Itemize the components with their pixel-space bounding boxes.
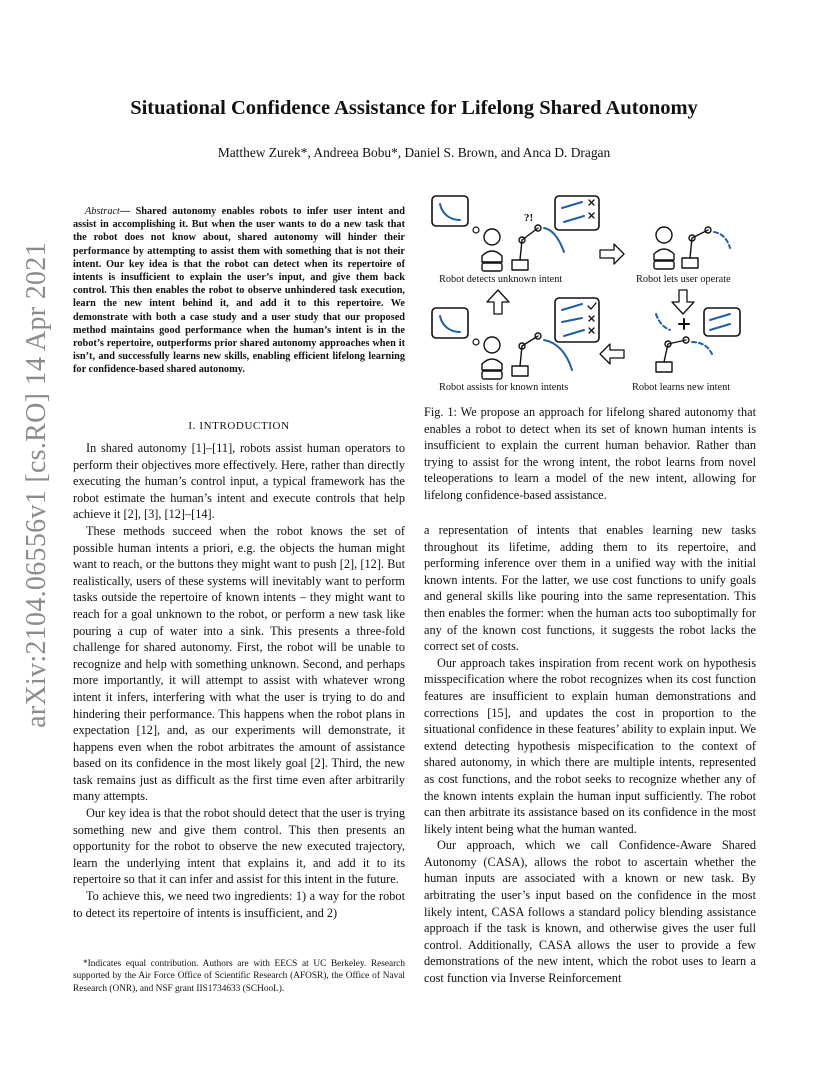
right-column-body (424, 522, 756, 987)
figure-label-top-left: Robot detects unknown intent (439, 274, 563, 285)
human-operator-icon (482, 337, 502, 379)
figure-exclaim: ?! (524, 212, 534, 224)
figure-1 (424, 190, 758, 400)
figure-label-bottom-left: Robot assists for known intents (439, 382, 569, 393)
arrow-up-icon (487, 290, 509, 314)
left-column-body (73, 440, 405, 921)
paragraph: a representation of intents that enables learning new tasks throughout its lifetime, adding them to its repertoire, and performing inference over them in a unified way with the initial known intents. For the latter, we use cost functions to unify goals and general skills like pouring into the same representation. This then enables the former: when the human acts too suboptimally for any of the known cost functions, it suggests the robot lacks the correct set of costs. (424, 523, 756, 654)
plus-icon (679, 319, 689, 329)
robot-arm-icon (512, 225, 541, 270)
robot-arm-icon (656, 337, 689, 372)
abstract-text: — Shared autonomy enables robots to infer user intent and assist in accomplishing it. But when the user wants to do a new task that the robot does not know about, shared autonomy will hinder their performance by attempting to assist them with something that is not their intent. Our key idea is that the robot can detect when its repertoire of intents is insufficient to explain the user’s input, and give them back control. This then enables the robot to observe unhindered task execution, learn the new intent behind it, and add it to this repertoire. We demonstrate with both a case study and a user study that our proposed method maintains good performance when the human’s intent is in the robot’s repertoire, outperforms prior shared autonomy approaches when it isn’t, and successfully learns new skills, enabling efficient lifelong learning for confidence-based shared autonomy. (73, 206, 405, 376)
abstract-label: Abstract (85, 206, 120, 217)
paragraph: Our approach takes inspiration from recent work on hypothesis misspecification where the robot recognizes when its cost function features are insufficient to explain human demonstrations and corrections [15], and updates the cost in proportion to the situational confidence in these features’ ability to explain input. We extend detecting hypothesis mispecification to the context of shared autonomy, in which there are multiple intents, represented as cost functions, and the robot seeks to recognize whether any of the known intents explain the human input sufficiently. The robot can then arbitrate its assistance based on its confidence in the most likely intent being what the human wanted. (424, 655, 756, 836)
figure-label-top-right: Robot lets user operate (636, 274, 731, 285)
paper-title: Situational Confidence Assistance for Lifelong Shared Autonomy (130, 97, 698, 119)
human-operator-icon (654, 227, 674, 269)
section-heading: I. INTRODUCTION (188, 420, 290, 432)
robot-arm-icon (682, 227, 711, 268)
figure-label-bottom-right: Robot learns new intent (632, 382, 731, 393)
human-operator-icon (482, 229, 502, 271)
paragraph: Our key idea is that the robot should detect that the user is trying something new and give them control. This then presents an opportunity for the robot to observe the new executed trajectory, learn the underlying intent that explains it, and add it to its repertoire so that it can infer and assist for this intent in the future. (73, 806, 405, 887)
abstract (73, 205, 405, 377)
intent-set-box-icon (555, 196, 599, 230)
paragraph: These methods succeed when the robot knows the set of possible human intents a priori, e.g. the objects the human might want to reach, or the buttons they might want to push [2], [12]. But realistically, users of these systems will inevitably want to perform tasks outside the repertoire of known intents – they might want to reach for a goal unknown to the robot, or perform a new task like pouring a cup of water into a sink. This presents a three-fold challenge for shared autonomy. First, the robot will be unable to recognize and help with something unknown. Second, and perhaps more importantly, it will attempt to assist with whatever wrong intent it infers, interfering with what the user is trying to do and hindering their performance. This happens when the robot plans in expectation [12], and, as our experiments will demonstrate, it happens even when the robot arbitrates the amount of assistance based on its confidence in the most likely goal [2]. Third, the new task remains just as difficult as the first time even after arbitrarily many attempts. (73, 523, 405, 804)
paragraph: To achieve this, we need two ingredients: 1) a way for the robot to detect its repertoire of intents is insufficient, and 2) (73, 889, 405, 920)
arxiv-stamp-text: arXiv:2104.06556v1 [cs.RO] 14 Apr 2021 (21, 242, 52, 728)
arrow-left-icon (600, 344, 624, 364)
intent-set-box-icon (704, 308, 740, 336)
paragraph: Our approach, which we call Confidence-Aware Shared Autonomy (CASA), allows the robot to ascertain whether the human inputs are associated with a known or new task. By arbitrating the user’s input based on the confidence in the most likely intent, CASA follows a standard policy blending assistance approach if the task is known, and otherwise gives the user full control. Additionally, CASA allows the user to provide a few demonstrations of the new intent, which the robot uses to learn a cost function via Inverse Reinforcement (424, 838, 756, 986)
robot-arm-icon (512, 333, 541, 376)
arrow-right-icon (600, 244, 624, 264)
author-list: Matthew Zurek*, Andreea Bobu*, Daniel S. Brown, and Anca D. Dragan (217, 145, 611, 160)
paragraph: In shared autonomy [1]–[11], robots assist human operators to perform their objectives more effectively. Here, rather than directly executing the human’s control input, a typical framework has the robot estimate the human’s intent and execute controls that help achieve it [2], [3], [12]–[14]. (73, 441, 405, 522)
figure-caption: Fig. 1: We propose an approach for lifelong shared autonomy that enables a robot to detect when its set of known human intents is insufficient to explain the current human behavior. Rather than trying to assist for the wrong intent, the robot learns from novel teleoperations to learn a model of the new intent, allowing for lifelong confidence-based assistance. (424, 405, 756, 502)
arrow-down-icon (672, 290, 694, 314)
intent-set-box-icon (555, 298, 599, 342)
trajectory-box-icon (432, 308, 479, 345)
trajectory-box-icon (432, 196, 479, 233)
footnote: *Indicates equal contribution. Authors are with EECS at UC Berkeley. Research supported by the Air Force Office of Scientific Research (AFOSR), the Office of Naval Research (ONR), and NSF grant IIS1734633 (SCHooL). (73, 959, 405, 994)
arxiv-stamp (17, 242, 57, 728)
figure-1-illustration (424, 190, 758, 400)
